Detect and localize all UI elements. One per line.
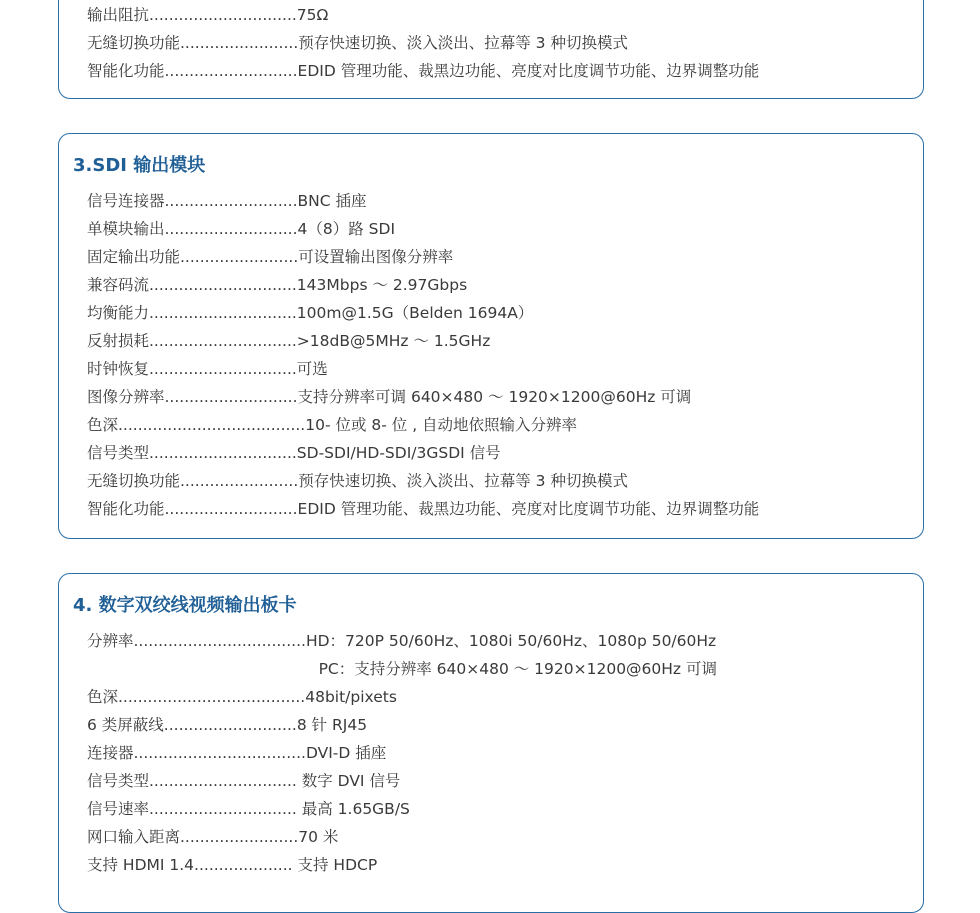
spec-row xyxy=(87,57,913,85)
spec-text: 连接器...................................DVI-D 插座 xyxy=(87,744,387,762)
spec-text: 智能化功能...........................EDID 管理功能、裁黑边功能、亮度对比度调节功能、边界调整功能 xyxy=(87,500,760,518)
spec-text: 智能化功能...........................EDID 管理功能、裁黑边功能、亮度对比度调节功能、边界调整功能 xyxy=(87,62,760,80)
spec-row xyxy=(87,655,913,683)
spec-list xyxy=(87,627,913,879)
spec-row xyxy=(87,467,913,495)
spec-row xyxy=(87,711,913,739)
spec-row xyxy=(87,299,913,327)
spec-row xyxy=(87,271,913,299)
output-spec-panel-continued xyxy=(58,0,924,99)
twisted-pair-video-output-card-panel xyxy=(58,573,924,913)
spec-text: PC：支持分辨率 640×480 ～ 1920×1200@60Hz 可调 xyxy=(87,660,717,678)
spec-text: 输出阻抗..............................75Ω xyxy=(87,6,329,24)
spec-row xyxy=(87,683,913,711)
spec-text: 信号连接器...........................BNC 插座 xyxy=(87,192,367,210)
spec-text: 6 类屏蔽线...........................8 针 RJ45 xyxy=(87,716,368,734)
spec-list xyxy=(87,187,913,523)
spec-row xyxy=(87,383,913,411)
spec-text: 均衡能力..............................100m@1.5G（Belden 1694A） xyxy=(87,304,534,322)
spec-row xyxy=(87,1,913,29)
spec-row xyxy=(87,627,913,655)
spec-row xyxy=(87,439,913,467)
spec-text: 兼容码流..............................143Mbps ～ 2.97Gbps xyxy=(87,276,468,294)
spec-row xyxy=(87,215,913,243)
section-title: 4. 数字双绞线视频输出板卡 xyxy=(73,595,297,616)
spec-text: 信号类型.............................. 数字 DVI 信号 xyxy=(87,772,401,790)
spec-text: 网口输入距离........................70 米 xyxy=(87,828,339,846)
spec-row xyxy=(87,495,913,523)
spec-text: 信号类型..............................SD-SDI/HD-SDI/3GSDI 信号 xyxy=(87,444,501,462)
spec-text: 色深......................................10- 位或 8- 位 , 自动地依照输入分辨率 xyxy=(87,416,578,434)
spec-row xyxy=(87,739,913,767)
spec-row xyxy=(87,851,913,879)
spec-text: 图像分辨率...........................支持分辨率可调 640×480 ～ 1920×1200@60Hz 可调 xyxy=(87,388,692,406)
spec-text: 分辨率...................................HD：720P 50/60Hz、1080i 50/60Hz、1080p 50/60Hz xyxy=(87,632,717,650)
sdi-output-module-panel xyxy=(58,133,924,539)
section-title: 3.SDI 输出模块 xyxy=(73,155,206,176)
spec-text: 色深......................................48bit/pixets xyxy=(87,688,397,706)
spec-row xyxy=(87,29,913,57)
spec-row xyxy=(87,411,913,439)
spec-text: 单模块输出...........................4（8）路 SDI xyxy=(87,220,396,238)
spec-row xyxy=(87,355,913,383)
spec-text: 反射损耗..............................>18dB@5MHz ～ 1.5GHz xyxy=(87,332,491,350)
spec-text: 固定输出功能........................可设置输出图像分辨率 xyxy=(87,248,454,266)
spec-row xyxy=(87,327,913,355)
spec-text: 无缝切换功能........................预存快速切换、淡入淡出、拉幕等 3 种切换模式 xyxy=(87,472,628,490)
spec-list xyxy=(87,1,913,85)
spec-text: 时钟恢复..............................可选 xyxy=(87,360,328,378)
spec-text: 支持 HDMI 1.4.................... 支持 HDCP xyxy=(87,856,378,874)
spec-row xyxy=(87,795,913,823)
spec-row xyxy=(87,823,913,851)
spec-row xyxy=(87,187,913,215)
spec-row xyxy=(87,767,913,795)
spec-row xyxy=(87,243,913,271)
spec-text: 信号速率.............................. 最高 1.65GB/S xyxy=(87,800,410,818)
spec-text: 无缝切换功能........................预存快速切换、淡入淡出、拉幕等 3 种切换模式 xyxy=(87,34,628,52)
